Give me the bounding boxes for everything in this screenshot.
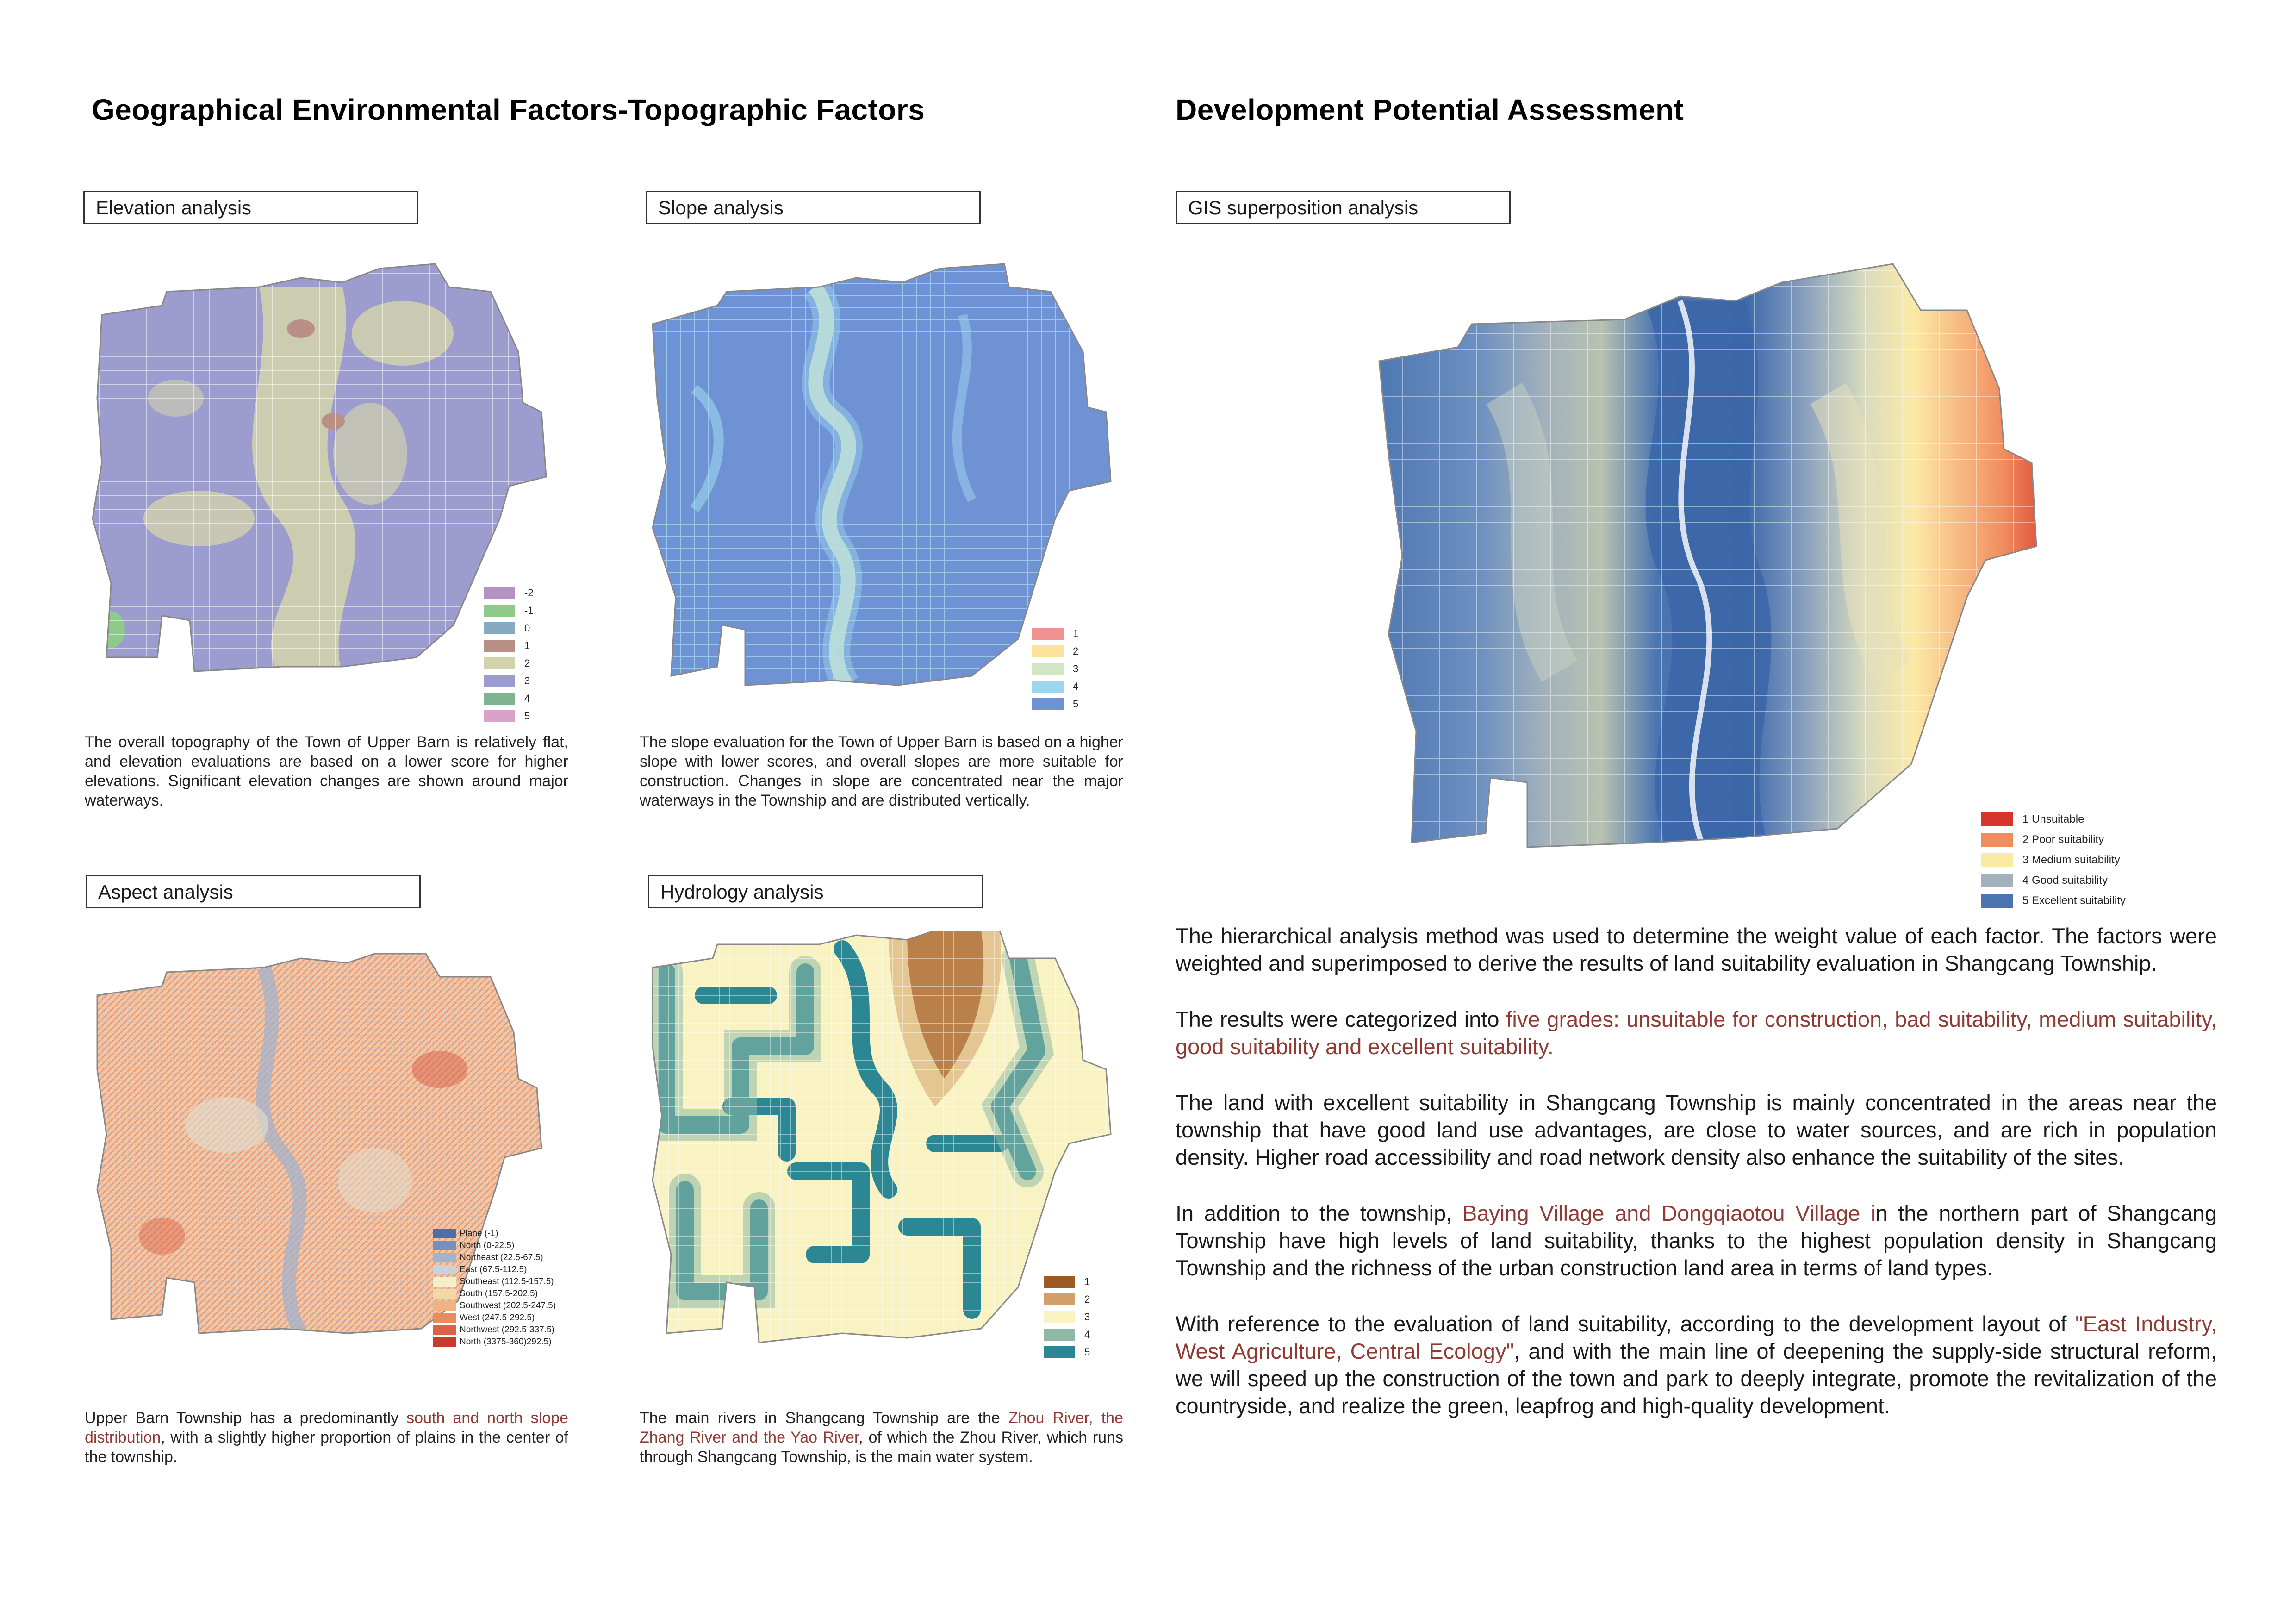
caption-text: , with a slightly higher proportion of plains in the center of the township.: [85, 1429, 568, 1466]
legend-item: [433, 1240, 556, 1252]
legend-item: [484, 602, 534, 619]
legend-swatch: [433, 1229, 456, 1238]
legend-label: 3 Medium suitability: [2022, 854, 2120, 866]
caption-highlight: south and north slope distribution: [85, 1409, 568, 1446]
legend-swatch: [1032, 698, 1064, 710]
legend-label: 1 Unsuitable: [2022, 813, 2084, 825]
legend-item: [433, 1276, 556, 1288]
legend-label: 4 Good suitability: [2022, 874, 2108, 887]
legend-label: Southwest (202.5-247.5): [460, 1301, 556, 1311]
legend-swatch: [1981, 812, 2013, 826]
legend-item: [484, 655, 534, 672]
legend-swatch: [484, 640, 515, 652]
legend-swatch: [1032, 628, 1064, 640]
legend-swatch: [1981, 853, 2013, 867]
body-paragraph-5: [1176, 1310, 2217, 1419]
legend-item: [433, 1324, 556, 1336]
body-paragraph-3: The land with excellent suitability in Shangcang Township is mainly concentrated in the areas near the township that have good land use advantages, are close to water sources, and are rich in population density. Higher road accessibility and road network density also enhance the suitability of the sites.: [1176, 1090, 2217, 1169]
assessment-body: [1176, 922, 2217, 1448]
legend-item: [433, 1228, 556, 1240]
legend-swatch: [433, 1241, 456, 1250]
legend-item: [1044, 1308, 1090, 1326]
body-highlight: "East Industry, West Agriculture, Central Ecology": [1176, 1312, 2217, 1363]
legend-swatch: [433, 1301, 456, 1311]
legend-label: East (67.5-112.5): [460, 1265, 527, 1274]
legend-swatch: [433, 1289, 456, 1299]
legend-swatch: [1032, 663, 1064, 675]
elevation-caption: The overall topography of the Town of Upper Barn is relatively flat, and elevation evaluations are based on a lower score for higher elevations. Significant elevation changes are shown around major waterways.: [85, 733, 568, 809]
legend-swatch: [484, 675, 515, 687]
body-paragraph-1: The hierarchical analysis method was used to determine the weight value of each factor. The factors were weighted and superimposed to derive the results of land suitability evaluation in Shangcang Township.: [1176, 924, 2217, 975]
legend-swatch: [484, 710, 515, 722]
legend-item: [1044, 1291, 1090, 1308]
caption-text: Upper Barn Township has a predominantly: [85, 1409, 407, 1427]
legend-label: 3: [1084, 1311, 1090, 1323]
legend-label: 1: [1084, 1276, 1090, 1287]
left-section-heading: Geographical Environmental Factors-Topographic Factors: [92, 93, 925, 126]
slope-analysis-label: Slope analysis: [646, 191, 981, 224]
aspect-legend: [433, 1228, 556, 1348]
legend-item: [484, 619, 534, 637]
legend-item: [1044, 1326, 1090, 1343]
legend-swatch: [1981, 874, 2013, 887]
legend-label: 5 Excellent suitability: [2022, 894, 2126, 907]
body-highlight: Baying Village and Dongqiaotou Village i: [1462, 1201, 1876, 1225]
hydrology-caption: [640, 1408, 1123, 1467]
legend-label: -1: [524, 605, 534, 616]
legend-swatch: [484, 605, 515, 617]
body-text: The results were categorized into: [1176, 1007, 1506, 1031]
body-text: In addition to the township,: [1176, 1201, 1462, 1225]
body-paragraph-4: [1176, 1199, 2217, 1281]
legend-item: [484, 584, 534, 602]
legend-label: 4: [524, 693, 530, 704]
legend-label: Northwest (292.5-337.5): [460, 1325, 554, 1335]
slope-legend: [1032, 625, 1078, 713]
legend-item: [1981, 830, 2126, 850]
legend-label: 2: [1084, 1293, 1090, 1305]
legend-item: [433, 1312, 556, 1324]
legend-label: 5: [1084, 1346, 1090, 1358]
gis-suitability-map: [1365, 255, 2060, 903]
legend-swatch: [433, 1253, 456, 1262]
elevation-legend: [484, 584, 534, 725]
legend-swatch: [484, 587, 515, 599]
elevation-analysis-label: Elevation analysis: [83, 191, 418, 224]
legend-swatch: [1044, 1276, 1075, 1288]
legend-item: [433, 1300, 556, 1312]
body-text: , and with the main line of deepening the supply-side structural reform, we will speed up the construction of the town and park to deeply integrate, promote the revitalization of the countryside, and realize the green, leapfrog and high-quality development.: [1176, 1339, 2217, 1418]
legend-label: Northeast (22.5-67.5): [460, 1253, 543, 1262]
legend-item: [433, 1288, 556, 1300]
slope-caption: The slope evaluation for the Town of Upper Barn is based on a higher slope with lower scores, and overall slopes are more suitable for construction. Changes in slope are concentrated near the major waterways in the Township and are distributed vertically.: [640, 733, 1123, 809]
legend-swatch: [1044, 1311, 1075, 1323]
legend-swatch: [433, 1265, 456, 1274]
legend-label: 2: [524, 657, 530, 669]
legend-label: 0: [524, 622, 530, 634]
legend-item: [1032, 643, 1078, 660]
legend-item: [1032, 660, 1078, 678]
legend-swatch: [484, 622, 515, 634]
legend-label: South (157.5-202.5): [460, 1289, 538, 1299]
legend-label: -2: [524, 587, 534, 599]
legend-swatch: [1044, 1329, 1075, 1341]
legend-swatch: [433, 1313, 456, 1323]
legend-item: [433, 1264, 556, 1276]
legend-swatch: [484, 657, 515, 669]
legend-swatch: [484, 693, 515, 705]
legend-item: [1044, 1273, 1090, 1291]
aspect-caption: [85, 1408, 568, 1467]
legend-label: 4: [1084, 1329, 1090, 1340]
legend-swatch: [1981, 894, 2013, 908]
legend-label: 4: [1073, 681, 1079, 692]
legend-item: [1981, 891, 2126, 911]
legend-item: [433, 1336, 556, 1348]
body-text: With reference to the evaluation of land suitability, according to the development layout of: [1176, 1312, 2075, 1336]
legend-label: North (0-22.5): [460, 1241, 515, 1250]
legend-label: 1: [524, 640, 530, 651]
legend-label: 5: [1073, 698, 1079, 710]
legend-label: 1: [1073, 628, 1079, 639]
legend-item: [484, 690, 534, 707]
legend-item: [484, 672, 534, 690]
legend-swatch: [433, 1337, 456, 1347]
legend-item: [1032, 678, 1078, 695]
legend-swatch: [1044, 1293, 1075, 1305]
right-section-heading: Development Potential Assessment: [1176, 93, 1684, 126]
legend-item: [433, 1252, 556, 1264]
hydrology-legend: [1044, 1273, 1090, 1361]
legend-item: [1032, 625, 1078, 643]
caption-text: The main rivers in Shangcang Township are the: [640, 1409, 1008, 1427]
body-highlight: five grades: unsuitable for construction, bad suitability, medium suitability, good suitability and excellent suitability.: [1176, 1007, 2217, 1059]
legend-item: [1981, 870, 2126, 891]
aspect-analysis-label: Aspect analysis: [86, 875, 421, 908]
legend-label: West (247.5-292.5): [460, 1313, 535, 1323]
legend-swatch: [1032, 645, 1064, 657]
legend-label: 3: [1073, 663, 1079, 675]
legend-item: [1044, 1343, 1090, 1361]
legend-label: North (3375-360)292.5): [460, 1337, 552, 1347]
legend-item: [1032, 695, 1078, 713]
gis-analysis-label: GIS superposition analysis: [1176, 191, 1511, 224]
legend-swatch: [433, 1277, 456, 1287]
caption-text: , of which the Zhou River, which runs through Shangcang Township, is the main water system.: [640, 1429, 1123, 1466]
legend-swatch: [1981, 833, 2013, 847]
gis-legend: [1981, 809, 2126, 911]
hydrology-analysis-label: Hydrology analysis: [648, 875, 983, 908]
caption-highlight: Zhou River, the Zhang River and the Yao River: [640, 1409, 1124, 1446]
legend-item: [1981, 809, 2126, 830]
legend-label: Plane (-1): [460, 1229, 498, 1238]
legend-item: [1981, 850, 2126, 870]
legend-label: 2: [1073, 645, 1079, 657]
legend-label: 5: [524, 710, 530, 722]
legend-item: [484, 707, 534, 725]
body-paragraph-2: [1176, 1006, 2217, 1060]
legend-label: 3: [524, 675, 530, 687]
legend-label: 2 Poor suitability: [2022, 833, 2104, 846]
legend-swatch: [1032, 681, 1064, 693]
body-text: n the northern part of Shangcang Township have high levels of land suitability, thanks to the highest population density in Shangcang Township and the richness of the urban construction land area in terms of land types.: [1176, 1201, 2217, 1280]
legend-item: [484, 637, 534, 655]
legend-swatch: [1044, 1346, 1075, 1358]
legend-swatch: [433, 1325, 456, 1335]
legend-label: Southeast (112.5-157.5): [460, 1277, 554, 1287]
